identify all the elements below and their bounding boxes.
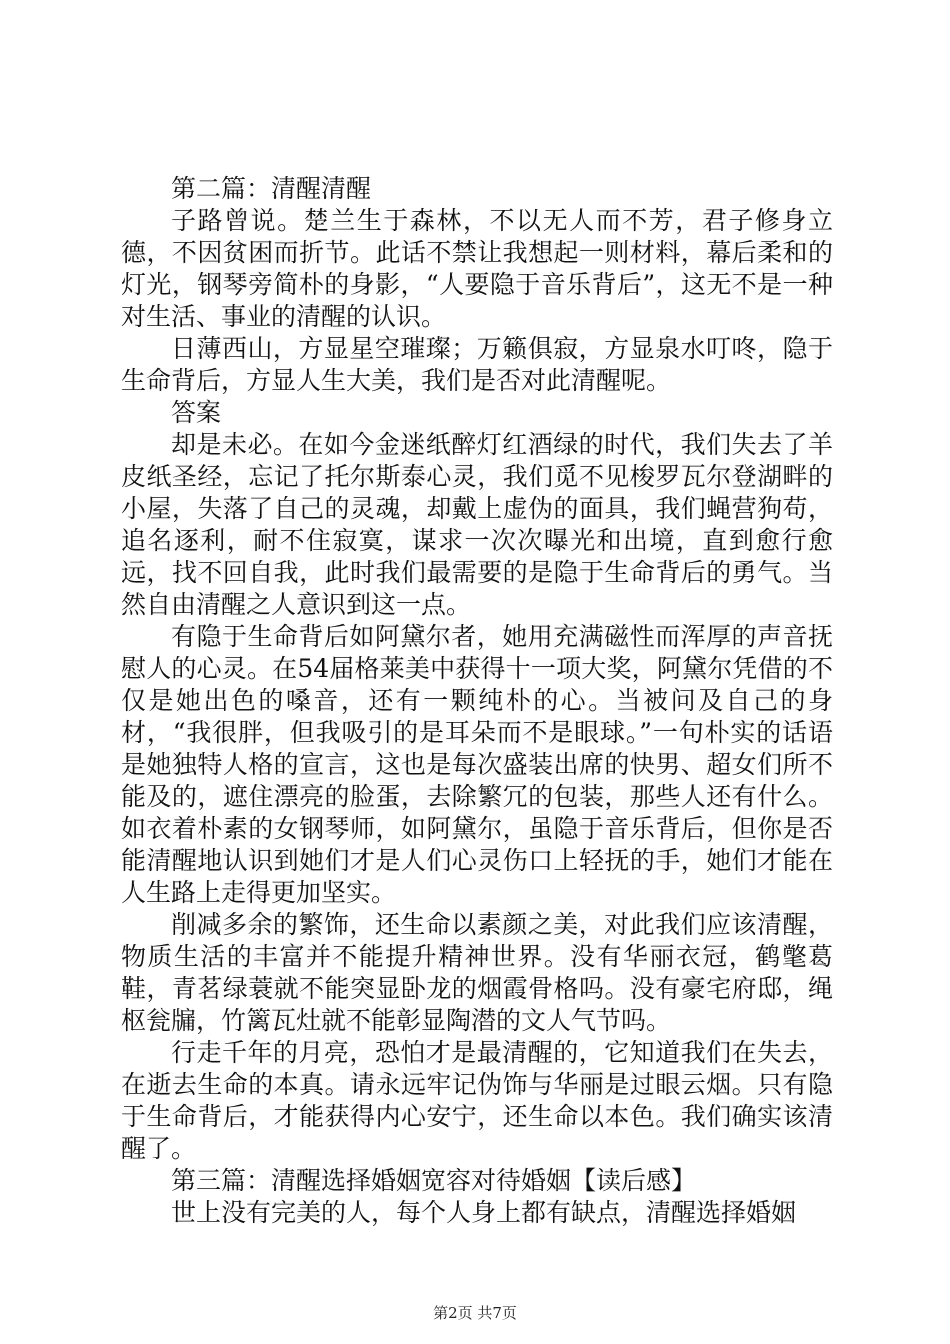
paragraph: 日薄西山，方显星空璀璨；万籁俱寂，方显泉水叮咚，隐于生命背后，方显人生大美，我们是否对此清醒呢。 [121,334,833,395]
answer-label: 答案 [171,398,222,427]
paragraph: 却是未必。在如今金迷纸醉灯红酒绿的时代，我们失去了羊皮纸圣经，忘记了托尔斯泰心灵，我们觅不见梭罗瓦尔登湖畔的小屋，失落了自己的灵魂，却戴上虚伪的面具，我们蝇营狗苟，追名逐利，耐不住寂寞，谋求一次次曝光和出境，直到愈行愈远，找不回自我，此时我们最需要的是隐于生命背后的勇气。当然自由清醒之人意识到这一点。 [121,430,833,619]
page-number-footer: 第2页 共7页 [433,1304,517,1322]
paragraph: 世上没有完美的人，每个人身上都有缺点，清醒选择婚姻 [171,1198,797,1227]
document-body [121,173,833,1229]
paragraph: 子路曾说。楚兰生于森林，不以无人而不芳，君子修身立德，不因贫困而折节。此话不禁让我想起一则材料，幕后柔和的灯光，钢琴旁简朴的身影，“人要隐于音乐背后”，这无不是一种对生活、事业的清醒的认识。 [121,206,833,331]
paragraph: 削减多余的繁饰，还生命以素颜之美，对此我们应该清醒，物质生活的丰富并不能提升精神世界。没有华丽衣冠，鹤氅葛鞋，青茗绿蓑就不能突显卧龙的烟霞骨格吗。没有豪宅府邸，绳枢瓮牖，竹篱瓦灶就不能彰显陶潜的文人气节吗。 [121,910,833,1035]
section-heading-3: 第三篇：清醒选择婚姻宽容对待婚姻【读后感】 [171,1166,697,1195]
paragraph: 行走千年的月亮，恐怕才是最清醒的，它知道我们在失去，在逝去生命的本真。请永远牢记伪饰与华丽是过眼云烟。只有隐于生命背后，才能获得内心安宁，还生命以本色。我们确实该清醒了。 [121,1038,833,1163]
paragraph: 有隐于生命背后如阿黛尔者，她用充满磁性而浑厚的声音抚慰人的心灵。在54届格莱美中获得十一项大奖，阿黛尔凭借的不仅是她出色的嗓音，还有一颗纯朴的心。当被问及自己的身材，“我很胖，但我吸引的是耳朵而不是眼球。”一句朴实的话语是她独特人格的宣言，这也是每次盛装出席的快男、超女们所不能及的，遮住漂亮的脸蛋，去除繁冗的包装，那些人还有什么。如衣着朴素的女钢琴师，如阿黛尔，虽隐于音乐背后，但你是否能清醒地认识到她们才是人们心灵伤口上轻抚的手，她们才能在人生路上走得更加坚实。 [121,622,833,907]
section-heading-2: 第二篇：清醒清醒 [171,174,372,203]
